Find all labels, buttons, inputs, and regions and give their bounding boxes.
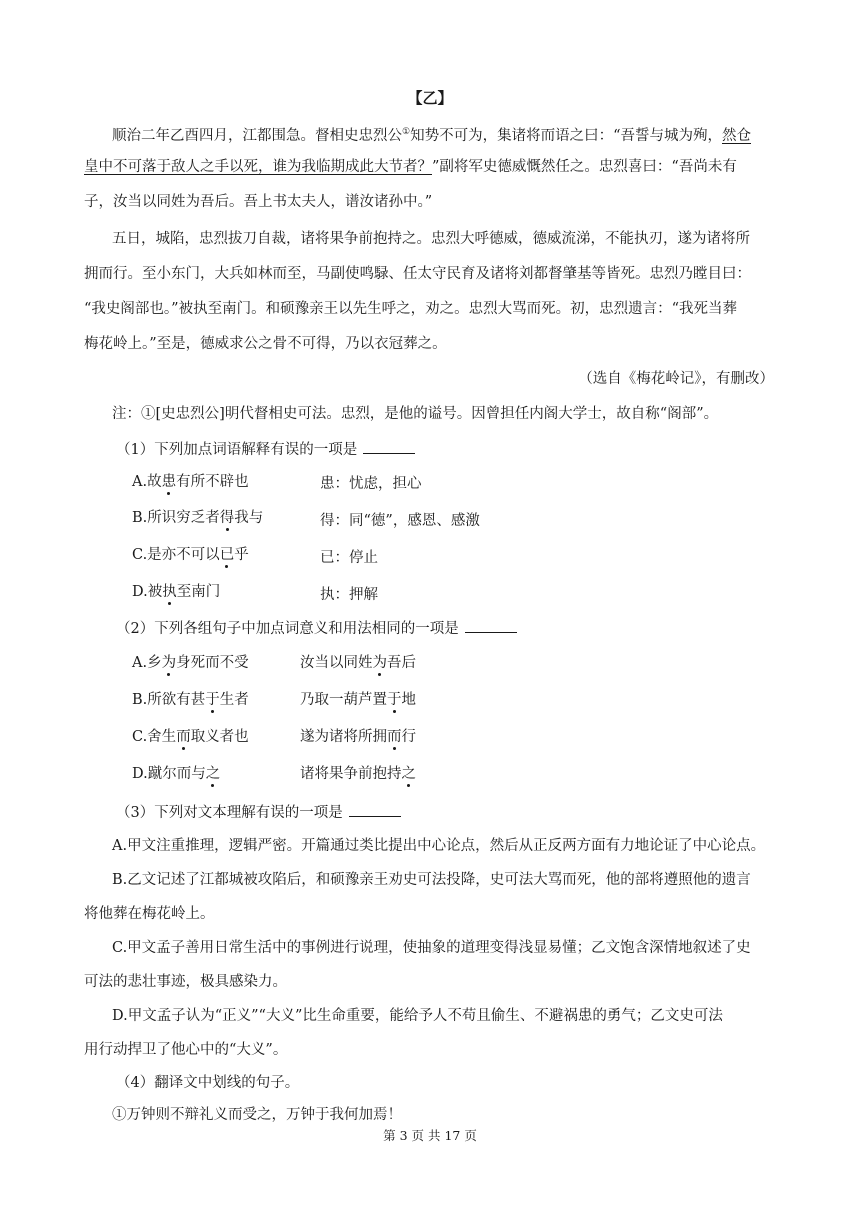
passage-line: 梅花岭上。”至是，德威求公之骨不可得，乃以衣冠葬之。	[84, 336, 447, 352]
q2-option-d: D.蹴尔而与之	[132, 766, 221, 782]
q2-option-c-right: 遂为诸将所拥而行	[300, 729, 416, 745]
page-footer: 第 3 页 共 17 页	[383, 1128, 477, 1143]
dotted-character: 已	[219, 547, 235, 563]
q1-option-b-gloss: 得：同“德”，感恩、感激	[320, 513, 480, 529]
dotted-character: 患	[161, 474, 177, 490]
dotted-character: 之	[401, 766, 416, 782]
question-2-stem: （2）下列各组句子中加点词意义和用法相同的一项是	[116, 618, 517, 639]
dotted-character: 之	[205, 766, 221, 782]
passage-line	[112, 122, 751, 146]
q2-option-b: B.所欲有甚于生者	[132, 692, 249, 708]
passage-line: 子，汝当以同姓为吾后。吾上书太夫人，谱汝诸孙中。”	[84, 194, 433, 210]
section-title: 【乙】	[407, 89, 453, 107]
passage-text: 顺治二年乙酉四月，江都围急。督相史忠烈公	[112, 127, 402, 144]
q2-option-a-right: 汝当以同姓为吾后	[300, 655, 416, 671]
answer-blank	[465, 618, 517, 633]
answer-blank	[349, 802, 401, 817]
q3-option-c-cont: 可法的悲壮事迹，极具感染力。	[84, 974, 287, 990]
question-4-stem: （4）翻译文中划线的句子。	[116, 1075, 300, 1091]
q3-option-a: A.甲文注重推理，逻辑严密。开篇通过类比提出中心论点，然后从正反两方面有力地论证了中心论点。	[112, 838, 766, 854]
q1-option-b: B.所识穷乏者得我与	[132, 510, 264, 526]
q1-option-a-gloss: 患：忧虑，担心	[320, 476, 422, 492]
dotted-character: 于	[205, 692, 220, 708]
q2-option-c: C.舍生而取义者也	[132, 729, 249, 745]
q3-option-c: C.甲文孟子善用日常生活中的事例进行说理，使抽象的道理变得浅显易懂；乙文饱含深情地叙述了史	[112, 940, 751, 956]
passage-line: 五日，城陷，忠烈拔刀自裁，诸将果争前抱持之。忠烈大呼德威，德威流涕，不能执刃，遂为诸将所	[112, 231, 750, 247]
footnote-marker: ①	[402, 127, 411, 137]
dotted-character: 于	[387, 692, 402, 708]
underlined-sentence: 然仓	[722, 127, 751, 144]
dotted-character: 而	[387, 729, 402, 745]
q1-option-d-gloss: 执：押解	[320, 587, 378, 603]
dotted-character: 为	[372, 655, 387, 671]
passage-text: 知势不可为，集诸将而语之曰：“吾誓与城为殉，	[410, 127, 722, 144]
dotted-character: 而	[176, 729, 191, 745]
question-3-stem: （3）下列对文本理解有误的一项是	[116, 802, 401, 823]
q1-option-d: D.被执至南门	[132, 584, 221, 600]
passage-line: “我史阁部也。”被执至南门。和硕豫亲王以先生呼之，劝之。忠烈大骂而死。初，忠烈遗言：“我死当葬	[84, 301, 737, 317]
q2-option-d-right: 诸将果争前抱持之	[300, 766, 416, 782]
dotted-character: 为	[161, 655, 177, 671]
q2-option-a: A.乡为身死而不受	[132, 655, 249, 671]
q3-option-d-cont: 用行动捍卫了他心中的“大义”。	[84, 1042, 288, 1058]
q1-option-a: A.故患有所不辟也	[132, 474, 249, 490]
q1-option-c: C.是亦不可以已乎	[132, 547, 249, 563]
q3-option-b-cont: 将他葬在梅花岭上。	[84, 906, 215, 922]
dotted-character: 执	[162, 584, 177, 600]
source-citation: （选自《梅花岭记》，有删改）	[578, 371, 774, 387]
q1-option-c-gloss: 已：停止	[320, 550, 378, 566]
q3-option-d: D.甲文孟子认为“正义”“大义”比生命重要，能给予人不苟且偷生、不避祸患的勇气；乙文史可法	[112, 1008, 723, 1024]
underlined-sentence: 皇中不可落于敌人之手以死，谁为我临期成此大节者？	[84, 159, 432, 175]
answer-blank	[363, 439, 415, 454]
q3-option-b: B.乙文记述了江都城被攻陷后，和硕豫亲王劝史可法投降，史可法大骂而死，他的部将遵照他的遗言	[112, 872, 751, 888]
passage-line: 拥而行。至小东门，大兵如林而至，马副使鸣騄、任太守民育及诸将刘都督肇基等皆死。忠烈乃瞠目曰：	[84, 266, 751, 282]
passage-text: ”副将军史德威慨然任之。忠烈喜曰：“吾尚未有	[432, 159, 737, 175]
q4-item-1: ①万钟则不辩礼义而受之，万钟于我何加焉！	[112, 1107, 402, 1123]
dotted-character: 得	[219, 510, 235, 526]
q2-option-b-right: 乃取一葫芦置于地	[300, 692, 416, 708]
passage-line	[84, 157, 737, 177]
question-1-stem: （1）下列加点词语解释有误的一项是	[116, 439, 415, 460]
footnote: 注：①[史忠烈公]明代督相史可法。忠烈，是他的谥号。因曾担任内阁大学士，故自称“阁部”。	[112, 406, 719, 422]
